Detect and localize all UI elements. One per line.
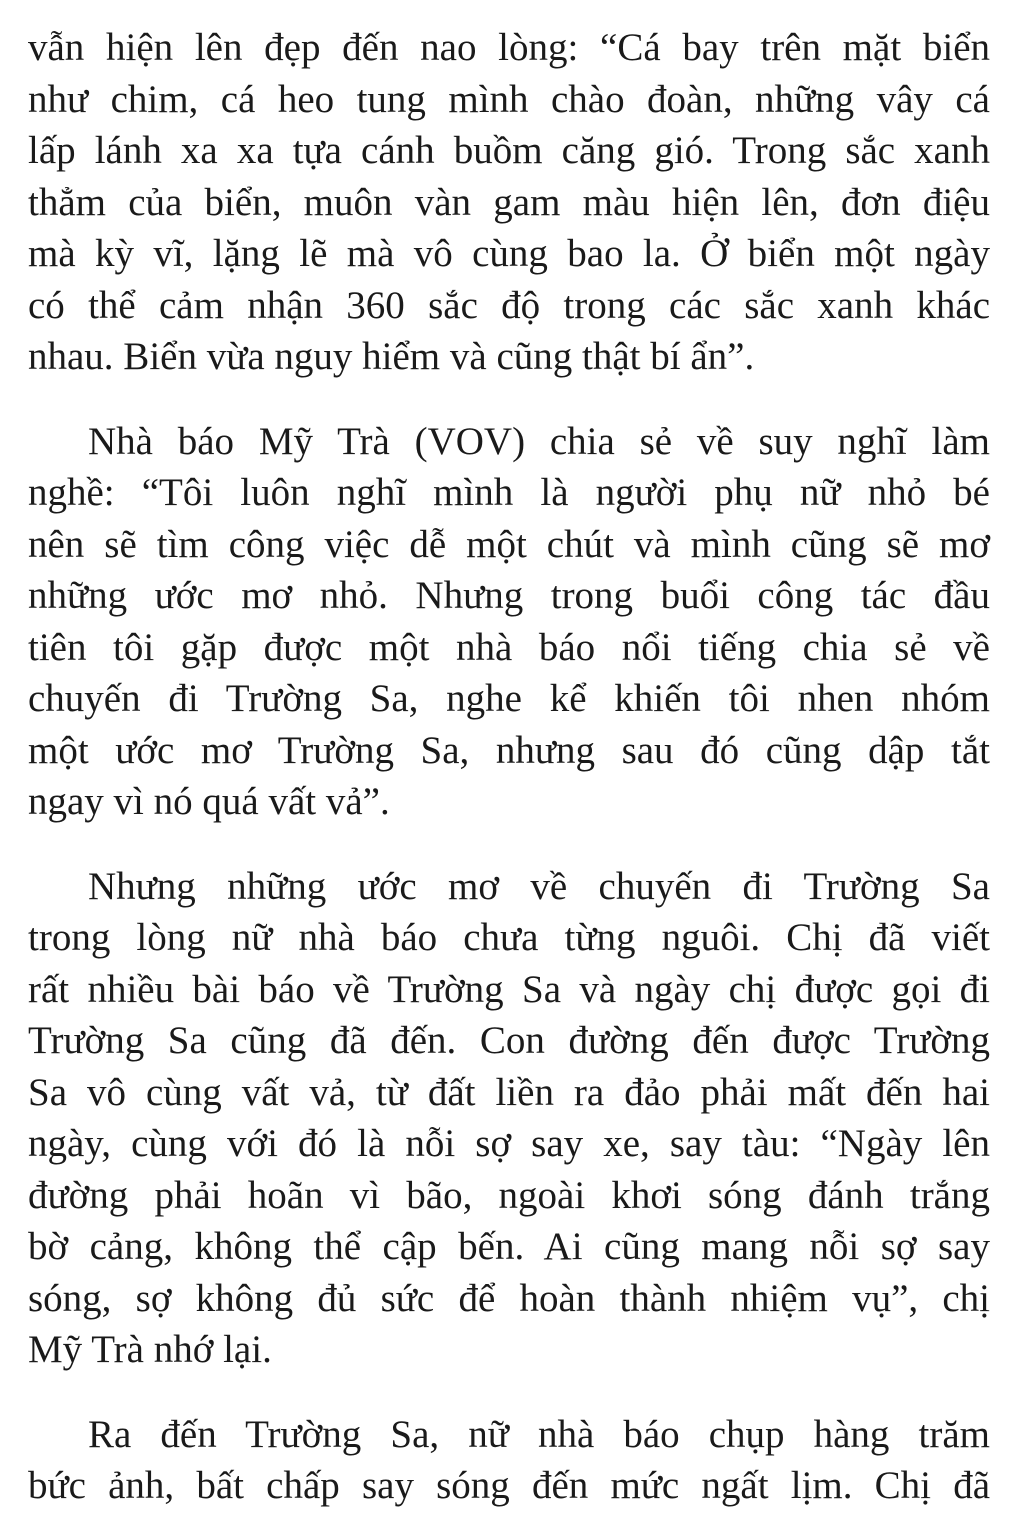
- text-line: Ra đến Trường Sa, nữ nhà báo chụp hàng trăm: [88, 1412, 990, 1456]
- text-line: vẫn hiện lên đẹp đến nao lòng: “Cá bay trên mặt biển: [28, 26, 990, 69]
- text-line: thẳm của biển, muôn vàn gam màu hiện lên, đơn điệu: [28, 180, 990, 224]
- paragraph-spacer: [28, 1376, 990, 1409]
- paragraph-spacer: [28, 383, 990, 416]
- text-line: Nhưng những ước mơ về chuyến đi Trường Sa: [88, 864, 990, 908]
- paragraph-journey: [28, 861, 990, 1376]
- paragraph-arrival: [28, 1409, 990, 1512]
- text-line: nhau. Biển vừa nguy hiểm và cũng thật bí ẩn”.: [28, 335, 755, 378]
- text-line: Sa vô cùng vất vả, từ đất liền ra đảo phải mất đến hai: [28, 1070, 990, 1114]
- paragraph-journalist-thoughts: [28, 416, 990, 828]
- paragraph-sea-description: [28, 22, 990, 383]
- text-line: sóng, sợ không đủ sức để hoàn thành nhiệm vụ”, chị: [28, 1276, 990, 1320]
- text-line: bức ảnh, bất chấp say sóng đến mức ngất lịm. Chị đã: [28, 1464, 990, 1507]
- text-line: một ước mơ Trường Sa, nhưng sau đó cũng dập tắt: [28, 728, 990, 772]
- text-line: Mỹ Trà nhớ lại.: [28, 1328, 272, 1371]
- text-line: những ước mơ nhỏ. Nhưng trong buổi công tác đầu: [28, 574, 990, 617]
- text-line: như chim, cá heo tung mình chào đoàn, những vây cá: [28, 77, 990, 121]
- text-line: rất nhiều bài báo về Trường Sa và ngày chị được gọi đi: [28, 967, 990, 1011]
- text-line: bờ cảng, không thể cập bến. Ai cũng mang nỗi sợ say: [28, 1225, 990, 1268]
- text-line: đường phải hoãn vì bão, ngoài khơi sóng đánh trắng: [28, 1173, 990, 1217]
- text-line: có thể cảm nhận 360 sắc độ trong các sắc xanh khác: [28, 283, 990, 327]
- text-line: ngay vì nó quá vất vả”.: [28, 780, 390, 823]
- document-page: [28, 22, 990, 1512]
- text-line: chuyến đi Trường Sa, nghe kể khiến tôi nhen nhóm: [28, 677, 990, 720]
- text-line: lấp lánh xa xa tựa cánh buồm căng gió. Trong sắc xanh: [28, 129, 990, 172]
- paragraph-spacer: [28, 828, 990, 861]
- text-line: ngày, cùng với đó là nỗi sợ say xe, say tàu: “Ngày lên: [28, 1122, 990, 1165]
- text-line: nghề: “Tôi luôn nghĩ mình là người phụ nữ nhỏ bé: [28, 471, 990, 514]
- text-line: Trường Sa cũng đã đến. Con đường đến được Trường: [28, 1019, 990, 1062]
- text-line: tiên tôi gặp được một nhà báo nổi tiếng chia sẻ về: [28, 625, 990, 669]
- text-line: Nhà báo Mỹ Trà (VOV) chia sẻ về suy nghĩ làm: [88, 419, 990, 463]
- text-line: trong lòng nữ nhà báo chưa từng nguôi. Chị đã viết: [28, 916, 990, 959]
- text-line: nên sẽ tìm công việc dễ một chút và mình cũng sẽ mơ: [28, 522, 990, 566]
- text-line: mà kỳ vĩ, lặng lẽ mà vô cùng bao la. Ở biển một ngày: [28, 232, 990, 275]
